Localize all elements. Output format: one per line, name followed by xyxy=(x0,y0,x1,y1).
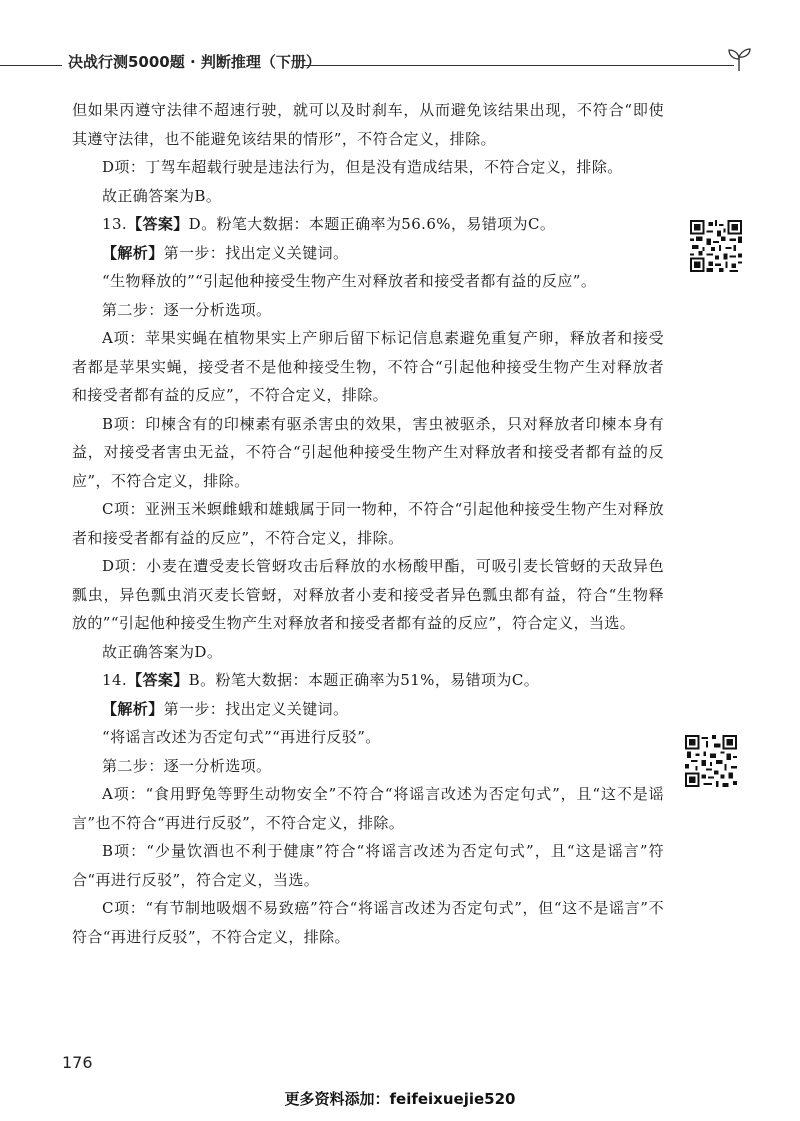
paragraph: “生物释放的”“引起他种接受生物产生对释放者和接受者都有益的反应”。 xyxy=(102,272,597,290)
option-d: D项：小麦在遭受麦长管蚜攻击后释放的水杨酸甲酯，可吸引麦长管蚜的天敌异色瓢虫，异色瓢虫消灭麦长管蚜，对释放者小麦和接受者异色瓢虫都有益，符合“生物释放的”“引起他种接受生物产生对释放者和接受者都有益的反应”，符合定义，当选。 xyxy=(72,557,664,632)
option-c: C项：亚洲玉米螟雌蛾和雄蛾属于同一物种，不符合“引起他种接受生物产生对释放者和接受者都有益的反应”，不符合定义，排除。 xyxy=(72,500,664,547)
option-a: A项：“食用野兔等野生动物安全”不符合“将谣言改述为否定句式”，且“这不是谣言”也不符合“再进行反驳”，不符合定义，排除。 xyxy=(72,785,664,832)
footer-note: 更多资料添加：feifeixuejie520 xyxy=(284,1090,516,1108)
sprout-icon xyxy=(726,46,752,72)
paragraph: 故正确答案为B。 xyxy=(102,186,222,205)
answer-13: 13.【答案】D。粉笔大数据：本题正确率为56.6%，易错项为C。 xyxy=(102,215,556,233)
qr-code-icon[interactable] xyxy=(685,735,737,787)
section-label: 【答案】 xyxy=(127,215,189,233)
header-title: 决战行测5000题 · 判断推理（下册） xyxy=(68,53,321,71)
option-b: B项：印楝含有的印楝素有驱杀害虫的效果，害虫被驱杀，只对释放者印楝本身有益，对接受者害虫无益，不符合“引起他种接受生物产生对释放者和接受者都有益的反应”，不符合定义，排除。 xyxy=(72,414,664,490)
page-content xyxy=(72,96,664,951)
option-c: C项：“有节制地吸烟不易致癌”符合“将谣言改述为否定句式”，但“这不是谣言”不符合“再进行反驳”，不符合定义，排除。 xyxy=(72,899,664,946)
option-a: A项：苹果实蝇在植物果实上产卵后留下标记信息素避免重复产卵，释放者和接受者都是苹果实蝇，接受者不是他种接受生物，不符合“引起他种接受生物产生对释放者和接受者都有益的反应”，不符合定义，排除。 xyxy=(72,329,664,404)
paragraph: 第二步：逐一分析选项。 xyxy=(102,756,272,775)
paragraph: D项：丁驾车超载行驶是违法行为，但是没有造成结果，不符合定义，排除。 xyxy=(102,158,623,176)
option-b: B项：“少量饮酒也不利于健康”符合“将谣言改述为否定句式”，且“这是谣言”符合“再进行反驳”，符合定义，当选。 xyxy=(72,842,664,889)
header-rule-left xyxy=(0,65,62,66)
answer-14: 14.【答案】B。粉笔大数据：本题正确率为51%，易错项为C。 xyxy=(102,671,540,689)
paragraph: 第二步：逐一分析选项。 xyxy=(102,300,272,319)
section-label: 【答案】 xyxy=(127,671,189,689)
analysis-13: 【解析】第一步：找出定义关键词。 xyxy=(102,243,349,262)
paragraph: 但如果丙遵守法律不超速行驶，就可以及时刹车，从而避免该结果出现，不符合“即使其遵守法律，也不能避免该结果的情形”，不符合定义，排除。 xyxy=(72,101,664,148)
qr-code-icon[interactable] xyxy=(690,220,742,272)
paragraph: “将谣言改述为否定句式”“再进行反驳”。 xyxy=(102,728,381,746)
paragraph: 故正确答案为D。 xyxy=(102,642,223,661)
section-label: 【解析】 xyxy=(102,243,164,262)
section-label: 【解析】 xyxy=(102,699,164,718)
header-rule-right xyxy=(302,65,734,66)
analysis-14: 【解析】第一步：找出定义关键词。 xyxy=(102,699,349,718)
page-header xyxy=(0,46,800,76)
page-number: 176 xyxy=(62,1053,93,1072)
